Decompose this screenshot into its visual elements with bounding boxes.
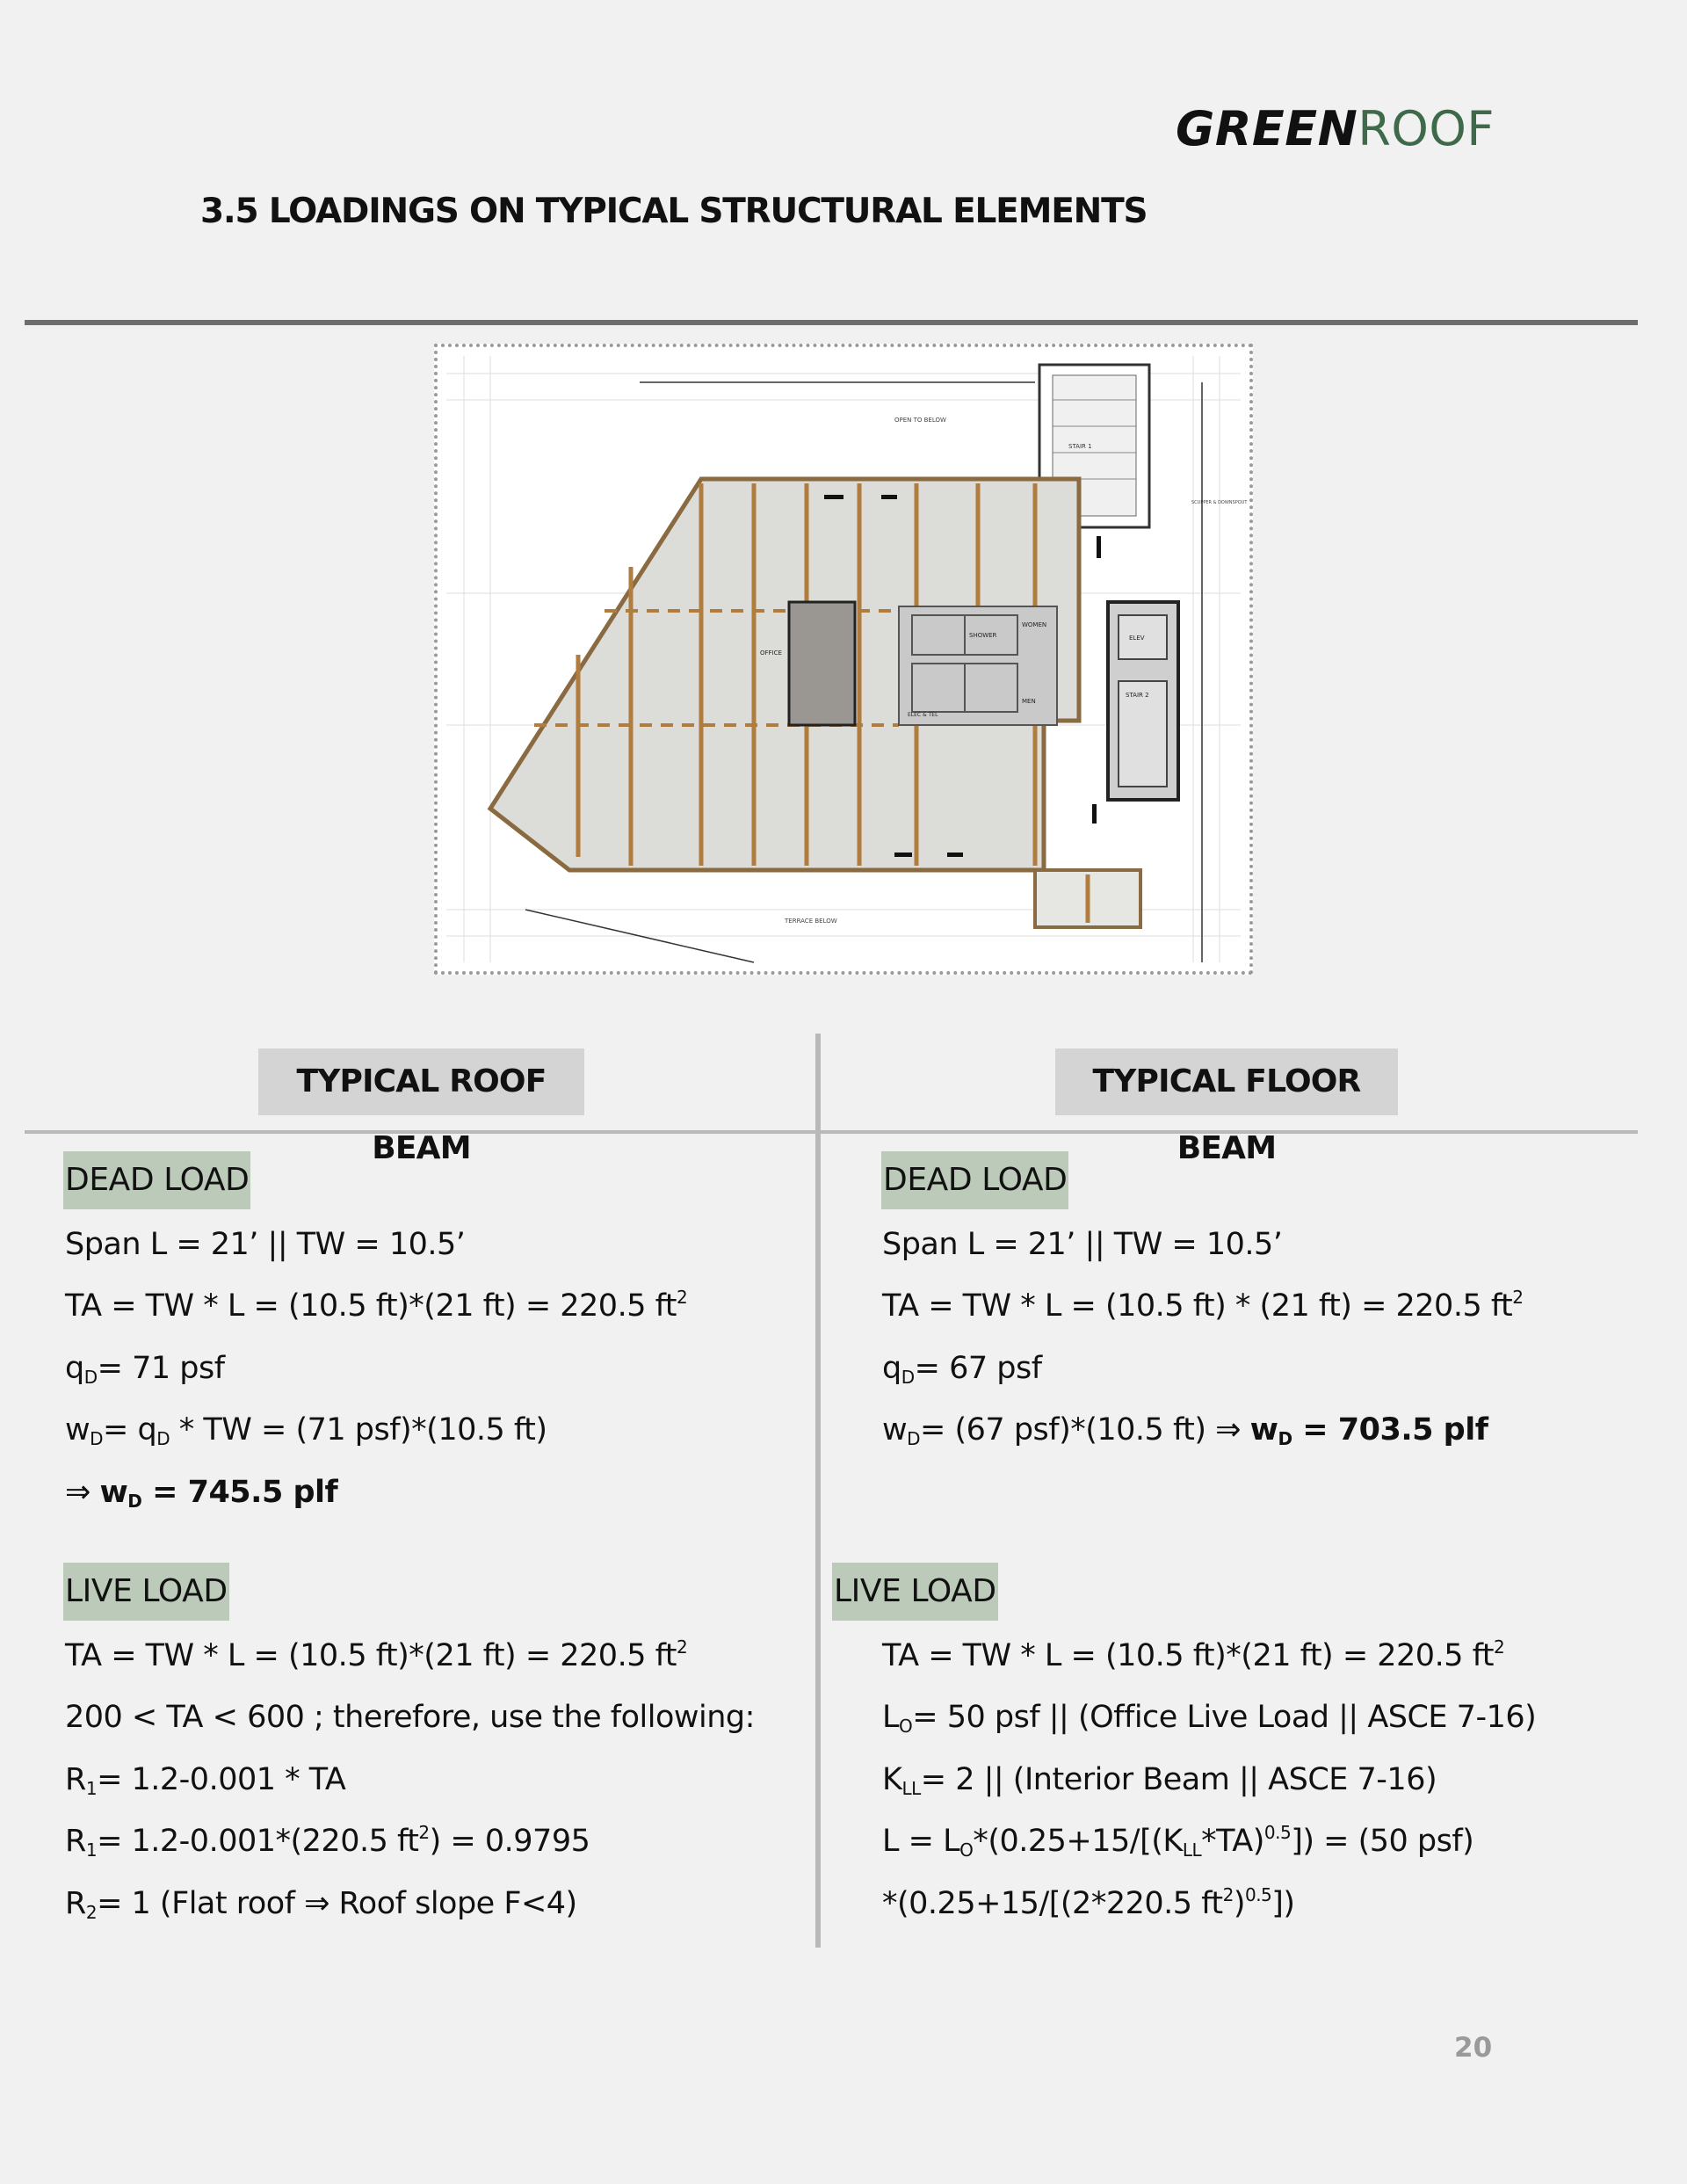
- heading-divider: [25, 1130, 1638, 1134]
- plan-label-elec: ELEC & TEL: [908, 712, 938, 718]
- floor-plan-image: [434, 344, 1253, 975]
- floor-dead-ta-line: TA = TW * L = (10.5 ft) * (21 ft) = 220.5 $ft^2$: [882, 1287, 1524, 1324]
- floor-live-ta-line: TA = TW * L = (10.5 ft)*(21 ft) = 220.5 $ft^2$: [882, 1636, 1505, 1673]
- column-divider: [815, 1034, 821, 1948]
- brand-logo-roof: ROOF: [1358, 101, 1495, 156]
- roof-span-line: Span L = 21’ || TW = 10.5’: [65, 1227, 466, 1262]
- floor-kll-line: $K_{LL}= 2$ || (Interior Beam || ASCE 7-16): [882, 1762, 1437, 1799]
- plan-label-stair-1: STAIR 1: [1068, 443, 1092, 450]
- brand-logo-green: GREEN: [1176, 101, 1358, 156]
- header-divider: [25, 320, 1638, 325]
- floor-beam-heading: TYPICAL FLOOR BEAM: [1055, 1048, 1398, 1115]
- floor-l-formula-line: $L = L_O*(0.25+15/[(K_{LL}*TA)^{0.5}]) = (50$ psf): [882, 1822, 1474, 1861]
- plan-label-stair-2: STAIR 2: [1126, 692, 1149, 699]
- roof-live-ta-line: TA = TW * L = (10.5 ft)*(21 ft) = 220.5 $ft^2$: [65, 1636, 688, 1673]
- plan-label-open-below: OPEN TO BELOW: [894, 417, 946, 424]
- floor-l-formula-continuation: *(0.25+15/[(2*220.5 $ft^2)^{0.5}$]): [882, 1884, 1295, 1921]
- floor-span-line: Span L = 21’ || TW = 10.5’: [882, 1227, 1283, 1262]
- plan-label-women: WOMEN: [1022, 621, 1047, 628]
- floor-lo-line: $L_O= 50$ psf || (Office Live Load || ASCE 7-16): [882, 1700, 1537, 1737]
- brand-logo: [1176, 98, 1495, 160]
- roof-dead-result-line: ⇒ $w_D = 745.5$ plf: [65, 1475, 338, 1512]
- floor-live-load-label: LIVE LOAD: [832, 1563, 998, 1621]
- roof-live-load-label: LIVE LOAD: [63, 1563, 229, 1621]
- roof-beam-heading: TYPICAL ROOF BEAM: [258, 1048, 584, 1115]
- roof-dead-load-label: DEAD LOAD: [63, 1151, 250, 1209]
- floor-plan-drawing: [438, 347, 1249, 971]
- roof-live-condition-line: 200 < TA < 600 ; therefore, use the following:: [65, 1700, 755, 1735]
- plan-label-men: MEN: [1022, 698, 1036, 705]
- plan-label-scupper: SCUPPER & DOWNSPOUT: [1191, 500, 1248, 505]
- section-title: 3.5 LOADINGS ON TYPICAL STRUCTURAL ELEMENTS: [200, 192, 1148, 231]
- floor-dead-w-line: $w_D= (67$ psf)*(10.5 ft) ⇒ $w_D = 703.5$ plf: [882, 1412, 1488, 1449]
- plan-label-shower: SHOWER: [969, 632, 997, 639]
- roof-r1-formula-line: $R_1= 1.2-0.001$ * TA: [65, 1762, 346, 1799]
- plan-label-elev: ELEV: [1129, 635, 1145, 642]
- roof-dead-q-line: $q_D= 71$ psf: [65, 1351, 225, 1388]
- floor-dead-load-label: DEAD LOAD: [881, 1151, 1068, 1209]
- roof-dead-ta-line: TA = TW * L = (10.5 ft)*(21 ft) = 220.5 $ft^2$: [65, 1287, 688, 1324]
- roof-dead-w-line: $w_D= q_D$ * TW = (71 psf)*(10.5 ft): [65, 1412, 547, 1449]
- roof-r1-value-line: $R_1= 1.2-0.001*(220.5$ $ft^2) = 0.9795$: [65, 1822, 590, 1861]
- plan-label-office: OFFICE: [760, 649, 782, 657]
- page-number: 20: [1454, 2032, 1493, 2064]
- roof-r2-line: $R_2= 1$ (Flat roof ⇒ Roof slope F<4): [65, 1886, 577, 1923]
- plan-label-terrace-below: TERRACE BELOW: [785, 918, 837, 925]
- floor-dead-q-line: $q_D= 67$ psf: [882, 1351, 1042, 1388]
